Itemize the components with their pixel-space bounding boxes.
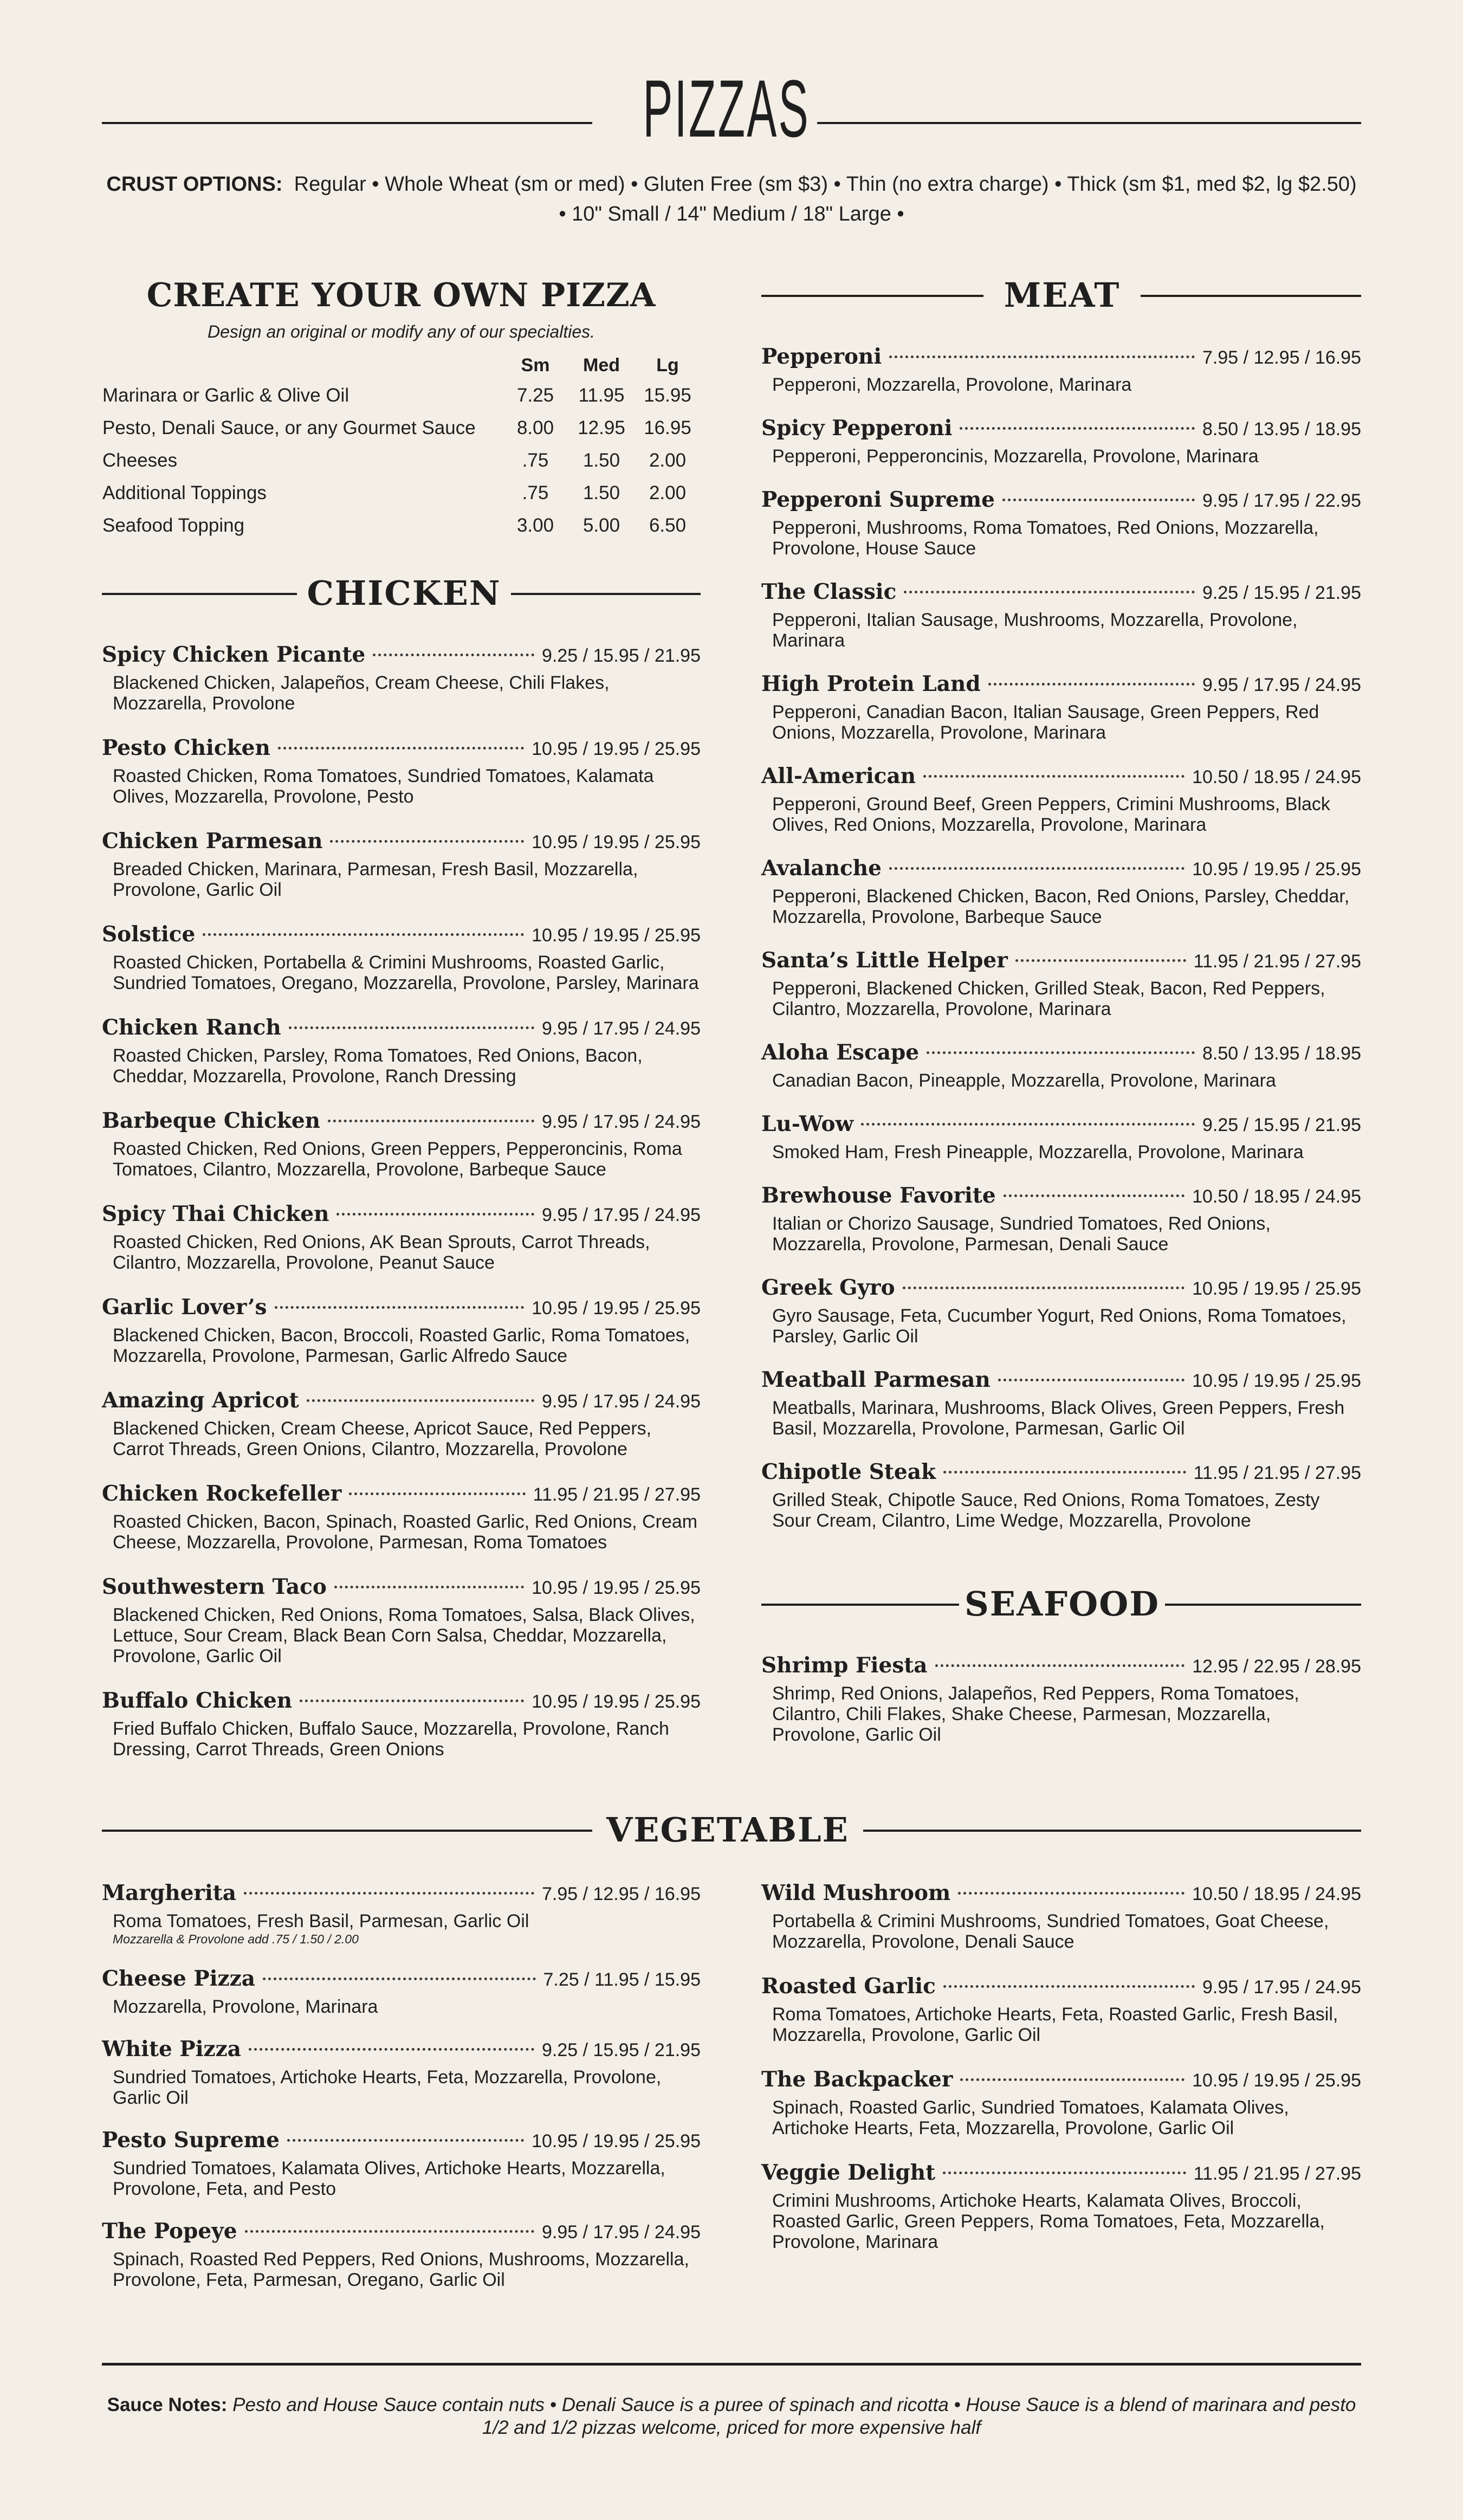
menu-item-name: Pepperoni Supreme [761, 487, 995, 512]
menu-item-description: Blackened Chicken, Cream Cheese, Apricot Sauce, Red Peppers, Carrot Threads, Green Onions, Cilantro, Mozzarella, Provolone [113, 1418, 652, 1459]
menu-item-header [102, 735, 701, 766]
menu-item [102, 735, 701, 807]
menu-item-header [102, 1108, 701, 1139]
menu-item-name: Buffalo Chicken [102, 1688, 293, 1713]
cyo-row [102, 509, 701, 542]
menu-item [102, 1881, 701, 1947]
menu-item-header [102, 1015, 701, 1045]
cyo-col-lg: Lg [656, 354, 679, 376]
menu-item [761, 1112, 1361, 1162]
dot-leader [998, 1379, 1184, 1381]
menu-item-name: White Pizza [102, 2037, 242, 2062]
menu-item-header [761, 487, 1361, 518]
menu-item-description: Pepperoni, Mozzarella, Provolone, Marinara [772, 374, 1132, 395]
dot-leader [203, 933, 524, 936]
menu-item [761, 1367, 1361, 1439]
menu-item [102, 1481, 701, 1553]
meat-items [761, 344, 1361, 1552]
menu-item-header [761, 1881, 1361, 1911]
menu-item-name: Spicy Thai Chicken [102, 1201, 329, 1226]
menu-item-description: Italian or Chorizo Sausage, Sundried Tomatoes, Red Onions, Mozzarella, Provolone, Parmesan, Denali Sauce [772, 1213, 1271, 1255]
menu-item-description: Pepperoni, Canadian Bacon, Italian Sausage, Green Peppers, Red Onions, Mozzarella, Provolone, Marinara [772, 702, 1319, 743]
menu-item-description: Sundried Tomatoes, Artichoke Hearts, Feta, Mozzarella, Provolone, Garlic Oil [113, 2067, 662, 2108]
menu-item-description: Roasted Chicken, Parsley, Roma Tomatoes, Red Onions, Bacon, Cheddar, Mozzarella, Provolone, Ranch Dressing [113, 1045, 643, 1087]
dot-leader [307, 1399, 534, 1402]
menu-item-price: 7.25 / 11.95 / 15.95 [543, 1969, 701, 1990]
menu-item-name: Aloha Escape [761, 1040, 920, 1065]
dot-leader [1004, 1194, 1184, 1197]
menu-item-name: Meatball Parmesan [761, 1367, 991, 1392]
menu-item-name: Santa’s Little Helper [761, 948, 1008, 973]
cyo-row-sm: 8.00 [516, 417, 554, 438]
cyo-row-med: 12.95 [578, 417, 625, 438]
dot-leader [278, 747, 524, 749]
seafood-title: SEAFOOD [964, 1584, 1160, 1624]
dot-leader [943, 1471, 1186, 1474]
meat-rule-right [1141, 295, 1361, 297]
menu-item-description: Crimini Mushrooms, Artichoke Hearts, Kalamata Olives, Broccoli, Roasted Garlic, Green Peppers, Roma Tomatoes, Feta, Mozzarella, Provolone, Marinara [772, 2191, 1325, 2252]
menu-item-price: 12.95 / 22.95 / 28.95 [1192, 1656, 1361, 1677]
menu-item-description: Roasted Chicken, Red Onions, Green Peppers, Pepperoncinis, Roma Tomatoes, Cilantro, Mozzarella, Provolone, Barbeque Sauce [113, 1139, 682, 1180]
menu-item-name: Southwestern Taco [102, 1574, 327, 1599]
dot-leader [349, 1492, 525, 1495]
dot-leader [889, 356, 1195, 358]
menu-item-price: 8.50 / 13.95 / 18.95 [1202, 1043, 1361, 1064]
menu-item-price: 8.50 / 13.95 / 18.95 [1202, 419, 1361, 440]
menu-item-header [761, 1275, 1361, 1306]
menu-item-description: Pepperoni, Italian Sausage, Mushrooms, Mozzarella, Provolone, Marinara [772, 610, 1298, 651]
cyo-row [102, 444, 701, 477]
dot-leader [958, 1892, 1184, 1895]
menu-item-header [761, 1112, 1361, 1142]
menu-item-price: 9.25 / 15.95 / 21.95 [1202, 583, 1361, 603]
menu-item-name: The Classic [761, 579, 897, 604]
menu-item-price: 10.50 / 18.95 / 24.95 [1192, 1884, 1361, 1904]
menu-item-price: 10.95 / 19.95 / 25.95 [532, 832, 701, 852]
cyo-row-lg: 6.50 [649, 515, 687, 536]
menu-item-name: Wild Mushroom [761, 1881, 951, 1905]
menu-item-price: 11.95 / 21.95 / 27.95 [1193, 1463, 1361, 1483]
menu-item-name: Veggie Delight [761, 2160, 936, 2185]
menu-item-description: Pepperoni, Blackened Chicken, Bacon, Red Onions, Parsley, Cheddar, Mozzarella, Provolone, Barbeque Sauce [772, 886, 1350, 927]
footer-rule [102, 2363, 1361, 2366]
cyo-header-blank [102, 351, 502, 379]
dot-leader [861, 1123, 1195, 1126]
menu-item-price: 9.95 / 17.95 / 24.95 [1202, 675, 1361, 695]
cyo-row-sm: 7.25 [516, 385, 554, 406]
crust-options-text: Regular • Whole Wheat (sm or med) • Gluten Free (sm $3) • Thin (no extra charge) • Thick (sm $1, med $2, lg $2.50) [294, 173, 1357, 196]
menu-item-header [761, 2067, 1361, 2097]
dot-leader [336, 1213, 534, 1216]
menu-item-name: Margherita [102, 1881, 237, 1905]
chicken-heading [102, 574, 701, 612]
menu-item-price: 10.50 / 18.95 / 24.95 [1192, 767, 1361, 787]
menu-item-name: Chicken Rockefeller [102, 1481, 342, 1506]
menu-item [761, 948, 1361, 1019]
cyo-row-med: 1.50 [582, 482, 620, 503]
menu-item-header [761, 1367, 1361, 1398]
cyo-row [102, 412, 701, 444]
menu-item-name: Chipotle Steak [761, 1459, 936, 1484]
menu-item [761, 1040, 1361, 1091]
menu-item-price: 10.95 / 19.95 / 25.95 [532, 1298, 701, 1319]
chicken-rule-right [511, 593, 701, 595]
seafood-heading [761, 1585, 1361, 1623]
dot-leader [330, 840, 524, 843]
vegetable-left-items [102, 1881, 701, 2310]
menu-item-header [102, 1201, 701, 1232]
menu-item-description: Fried Buffalo Chicken, Buffalo Sauce, Mozzarella, Provolone, Ranch Dressing, Carrot Threads, Green Onions [113, 1718, 669, 1760]
menu-item-price: 10.95 / 19.95 / 25.95 [532, 1691, 701, 1712]
menu-item-description: Meatballs, Marinara, Mushrooms, Black Olives, Green Peppers, Fresh Basil, Mozzarella, Provolone, Parmesan, Garlic Oil [772, 1398, 1345, 1439]
menu-item-header [102, 922, 701, 952]
cyo-row-name: Seafood Topping [102, 515, 245, 536]
half-half-note: 1/2 and 1/2 pizzas welcome, priced for more expensive half [482, 2417, 981, 2438]
menu-item-price: 10.95 / 19.95 / 25.95 [532, 2131, 701, 2151]
menu-item-name: Brewhouse Favorite [761, 1183, 996, 1208]
dot-leader [300, 1700, 524, 1702]
menu-item-description: Pepperoni, Ground Beef, Green Peppers, Crimini Mushrooms, Black Olives, Red Onions, Mozzarella, Provolone, Marinara [772, 794, 1330, 835]
menu-item-name: Pesto Supreme [102, 2128, 280, 2153]
menu-item [761, 764, 1361, 835]
dot-leader [923, 775, 1184, 778]
page-title: PIZZAS [643, 63, 810, 154]
cyo-row [102, 477, 701, 509]
menu-item-name: All-American [761, 764, 916, 789]
crust-options-label: CRUST OPTIONS: [106, 173, 283, 196]
menu-item-header [102, 1295, 701, 1325]
menu-item [761, 1275, 1361, 1347]
menu-item-price: 10.95 / 19.95 / 25.95 [1192, 1278, 1361, 1299]
cyo-col-med: Med [583, 354, 620, 376]
cyo-row-sm: 3.00 [516, 515, 554, 536]
menu-item-header [102, 2128, 701, 2158]
menu-item [102, 1966, 701, 2017]
menu-item-note: Mozzarella & Provolone add .75 / 1.50 / 2.00 [113, 1932, 359, 1946]
menu-item-header [761, 344, 1361, 374]
menu-item-description: Gyro Sausage, Feta, Cucumber Yogurt, Red Onions, Roma Tomatoes, Parsley, Garlic Oil [772, 1306, 1347, 1347]
menu-item [102, 642, 701, 714]
menu-item [102, 1574, 701, 1666]
menu-item-description: Breaded Chicken, Marinara, Parmesan, Fresh Basil, Mozzarella, Provolone, Garlic Oil [113, 859, 638, 900]
menu-item-price: 10.95 / 19.95 / 25.95 [532, 739, 701, 759]
menu-item-description: Smoked Ham, Fresh Pineapple, Mozzarella, Provolone, Marinara [772, 1142, 1304, 1162]
menu-item-header [102, 1574, 701, 1605]
chicken-items [102, 642, 701, 1781]
menu-item-price: 9.95 / 17.95 / 24.95 [1202, 1977, 1361, 1998]
menu-item-description: Sundried Tomatoes, Kalamata Olives, Artichoke Hearts, Mozzarella, Provolone, Feta, and Pesto [113, 2158, 665, 2199]
menu-item [102, 922, 701, 993]
menu-item-name: Avalanche [761, 856, 882, 881]
menu-item-name: Chicken Parmesan [102, 829, 323, 854]
menu-item-price: 9.95 / 17.95 / 24.95 [541, 2222, 701, 2243]
title-row [102, 63, 1361, 154]
menu-item-name: Amazing Apricot [102, 1388, 299, 1413]
cyo-row-med: 5.00 [582, 515, 620, 536]
dot-leader [903, 1287, 1184, 1289]
menu-item [102, 1108, 701, 1180]
menu-item-description: Roma Tomatoes, Fresh Basil, Parmesan, Garlic Oil [113, 1911, 529, 1931]
menu-item-name: Solstice [102, 922, 196, 947]
cyo-col-sm: Sm [521, 354, 550, 376]
menu-item-price: 10.95 / 19.95 / 25.95 [1192, 2070, 1361, 2091]
vegetable-rule-right [863, 1830, 1361, 1832]
menu-item-price: 11.95 / 21.95 / 27.95 [1193, 951, 1361, 972]
menu-item-description: Blackened Chicken, Red Onions, Roma Tomatoes, Salsa, Black Olives, Lettuce, Sour Cream, Black Bean Corn Salsa, Cheddar, Mozzarella, Provolone, Garlic Oil [113, 1605, 695, 1666]
menu-item-name: High Protein Land [761, 671, 981, 696]
sauce-notes-text: Pesto and House Sauce contain nuts • Denali Sauce is a puree of spinach and ricotta • House Sauce is a blend of marinara and pesto [232, 2394, 1356, 2415]
cyo-header-row [102, 351, 701, 379]
menu-item-name: Shrimp Fiesta [761, 1653, 928, 1678]
menu-item [761, 856, 1361, 927]
dot-leader [1002, 499, 1195, 501]
menu-item-price: 10.50 / 18.95 / 24.95 [1192, 1186, 1361, 1207]
menu-item-price: 9.95 / 17.95 / 22.95 [1202, 490, 1361, 511]
dot-leader [943, 1985, 1195, 1988]
menu-item-header [761, 1459, 1361, 1490]
cyo-row-med: 11.95 [578, 385, 625, 406]
dot-leader [988, 683, 1195, 686]
cyo-row-name: Additional Toppings [102, 482, 267, 503]
dot-leader [960, 427, 1195, 430]
menu-item-header [761, 416, 1361, 446]
menu-item-price: 10.95 / 19.95 / 25.95 [532, 1578, 701, 1598]
menu-item-header [102, 1481, 701, 1511]
cyo-row-med: 1.50 [582, 450, 620, 471]
menu-item-description: Pepperoni, Blackened Chicken, Grilled Steak, Bacon, Red Peppers, Cilantro, Mozzarella, Provolone, Marinara [772, 978, 1325, 1019]
cyo-row-sm: .75 [522, 482, 549, 503]
sauce-notes [102, 2394, 1361, 2416]
menu-item-price: 9.25 / 15.95 / 21.95 [1202, 1115, 1361, 1135]
menu-item-price: 10.95 / 19.95 / 25.95 [1192, 859, 1361, 880]
menu-item [102, 2219, 701, 2290]
cyo-row [102, 379, 701, 412]
menu-item [761, 2067, 1361, 2138]
menu-item-price: 9.25 / 15.95 / 21.95 [541, 645, 701, 666]
menu-item-header [761, 1183, 1361, 1213]
menu-item-description: Roasted Chicken, Bacon, Spinach, Roasted Garlic, Red Onions, Cream Cheese, Mozzarella, Provolone, Parmesan, Roma Tomatoes [113, 1511, 698, 1553]
menu-item-header [761, 764, 1361, 794]
menu-item-name: Spicy Chicken Picante [102, 642, 366, 667]
seafood-items [761, 1653, 1361, 1766]
menu-item-price: 11.95 / 21.95 / 27.95 [1193, 2163, 1361, 2184]
dot-leader [289, 1026, 534, 1029]
menu-item-header [102, 1881, 701, 1911]
menu-item [761, 1974, 1361, 2045]
menu-item-description: Canadian Bacon, Pineapple, Mozzarella, Provolone, Marinara [772, 1070, 1276, 1091]
menu-item-name: Greek Gyro [761, 1275, 895, 1300]
menu-item-description: Pepperoni, Mushrooms, Roma Tomatoes, Red Onions, Mozzarella, Provolone, House Sauce [772, 518, 1319, 559]
menu-item-header [761, 948, 1361, 978]
menu-item-name: The Backpacker [761, 2067, 953, 2092]
dot-leader [245, 2230, 534, 2233]
dot-leader [960, 2078, 1184, 2081]
menu-item-description: Spinach, Roasted Red Peppers, Red Onions, Mushrooms, Mozzarella, Provolone, Feta, Parmesan, Oregano, Garlic Oil [113, 2249, 689, 2290]
dot-leader [244, 1892, 534, 1895]
meat-title: MEAT [1004, 275, 1121, 315]
menu-item [761, 671, 1361, 743]
dot-leader [334, 1586, 524, 1588]
menu-item-price: 9.95 / 17.95 / 24.95 [541, 1112, 701, 1132]
cyo-row-lg: 16.95 [644, 417, 691, 438]
menu-item-price: 7.95 / 12.95 / 16.95 [1202, 347, 1361, 368]
menu-item-name: Pesto Chicken [102, 735, 270, 760]
menu-item-header [761, 1653, 1361, 1683]
menu-item [761, 416, 1361, 467]
menu-item-description: Portabella & Crimini Mushrooms, Sundried Tomatoes, Goat Cheese, Mozzarella, Provolone, Denali Sauce [772, 1911, 1329, 1952]
menu-item [102, 1295, 701, 1366]
cyo-row-lg: 15.95 [644, 385, 691, 406]
menu-item-price: 11.95 / 21.95 / 27.95 [533, 1484, 701, 1505]
menu-item-header [761, 856, 1361, 886]
menu-item [102, 829, 701, 900]
chicken-rule-left [102, 593, 297, 595]
menu-item-name: Garlic Lover’s [102, 1295, 267, 1320]
menu-item-header [761, 1974, 1361, 2004]
cyo-row-sm: .75 [522, 450, 549, 471]
menu-item-header [761, 2160, 1361, 2191]
menu-item-name: Barbeque Chicken [102, 1108, 321, 1133]
menu-item-description: Grilled Steak, Chipotle Sauce, Red Onions, Roma Tomatoes, Zesty Sour Cream, Cilantro, Lime Wedge, Mozzarella, Provolone [772, 1490, 1320, 1531]
seafood-rule-left [761, 1604, 959, 1606]
menu-item-description: Blackened Chicken, Bacon, Broccoli, Roasted Garlic, Roma Tomatoes, Mozzarella, Provolone, Parmesan, Garlic Alfredo Sauce [113, 1325, 690, 1366]
cyo-row-lg: 2.00 [649, 450, 687, 471]
size-options: • 10" Small / 14" Medium / 18" Large • [559, 203, 904, 225]
menu-item-description: Roasted Chicken, Portabella & Crimini Mushrooms, Roasted Garlic, Sundried Tomatoes, Oregano, Mozzarella, Provolone, Parsley, Marinara [113, 952, 699, 993]
menu-item [761, 1459, 1361, 1531]
menu-item [761, 344, 1361, 395]
dot-leader [889, 867, 1184, 870]
menu-item-name: Chicken Ranch [102, 1015, 281, 1040]
menu-item-description: Spinach, Roasted Garlic, Sundried Tomatoes, Kalamata Olives, Artichoke Hearts, Feta, Mozzarella, Provolone, Garlic Oil [772, 2097, 1289, 2138]
menu-item [102, 1388, 701, 1459]
menu-item-description: Mozzarella, Provolone, Marinara [113, 1996, 378, 2017]
dot-leader [927, 1051, 1195, 1054]
dot-leader [263, 1978, 535, 1980]
vegetable-rule-left [102, 1830, 592, 1832]
menu-item-header [102, 1688, 701, 1718]
dot-leader [328, 1120, 534, 1122]
meat-rule-left [761, 295, 983, 297]
menu-item-header [102, 2219, 701, 2249]
menu-item-header [102, 1388, 701, 1418]
cyo-subtitle: Design an original or modify any of our specialties. [207, 322, 595, 341]
dot-leader [904, 591, 1195, 593]
menu-item-description: Roasted Chicken, Red Onions, AK Bean Sprouts, Carrot Threads, Cilantro, Mozzarella, Provolone, Peanut Sauce [113, 1232, 650, 1273]
menu-item-header [102, 2037, 701, 2067]
title-rule-right [817, 122, 1361, 124]
cyo-row-name: Cheeses [102, 450, 178, 471]
menu-item [761, 1881, 1361, 1952]
menu-item-name: Roasted Garlic [761, 1974, 936, 1999]
menu-item-description: Pepperoni, Pepperoncinis, Mozzarella, Provolone, Marinara [772, 446, 1259, 467]
vegetable-title: VEGETABLE [606, 1810, 849, 1850]
dot-leader [373, 654, 534, 656]
vegetable-right-items [761, 1881, 1361, 2274]
dot-leader [943, 2172, 1186, 2174]
menu-item-price: 10.95 / 19.95 / 25.95 [532, 925, 701, 946]
menu-item [761, 1653, 1361, 1745]
menu-item-header [102, 829, 701, 859]
crust-options [102, 170, 1361, 198]
menu-item-description: Blackened Chicken, Jalapeños, Cream Cheese, Chili Flakes, Mozzarella, Provolone [113, 673, 610, 714]
sauce-notes-label: Sauce Notes: [107, 2394, 228, 2415]
menu-item-description: Roasted Chicken, Roma Tomatoes, Sundried Tomatoes, Kalamata Olives, Mozzarella, Provolone, Pesto [113, 766, 654, 807]
menu-item-header [761, 579, 1361, 610]
menu-item-name: The Popeye [102, 2219, 237, 2244]
menu-item-price: 9.25 / 15.95 / 21.95 [541, 2040, 701, 2060]
menu-item [761, 2160, 1361, 2252]
cyo-row-name: Marinara or Garlic & Olive Oil [102, 385, 349, 406]
dot-leader [935, 1664, 1185, 1667]
chicken-title: CHICKEN [307, 573, 501, 613]
meat-heading [761, 276, 1361, 314]
menu-item-header [102, 642, 701, 673]
dot-leader [1015, 959, 1186, 962]
menu-item [761, 1183, 1361, 1255]
menu-item-description: Roma Tomatoes, Artichoke Hearts, Feta, Roasted Garlic, Fresh Basil, Mozzarella, Provolone, Garlic Oil [772, 2004, 1338, 2045]
menu-item-header [761, 1040, 1361, 1070]
menu-item [102, 1688, 701, 1760]
title-rule-left [102, 122, 592, 124]
menu-item-header [761, 671, 1361, 702]
vegetable-heading [102, 1811, 1361, 1849]
cyo-title: CREATE YOUR OWN PIZZA [146, 276, 656, 314]
menu-item-price: 10.95 / 19.95 / 25.95 [1192, 1371, 1361, 1391]
dot-leader [275, 1306, 525, 1309]
menu-item [761, 579, 1361, 651]
menu-item-name: Pepperoni [761, 344, 882, 369]
cyo-row-name: Pesto, Denali Sauce, or any Gourmet Sauce [102, 417, 476, 438]
menu-item-name: Cheese Pizza [102, 1966, 256, 1991]
cyo-price-table [102, 351, 701, 542]
menu-item [761, 487, 1361, 559]
menu-item-description: Shrimp, Red Onions, Jalapeños, Red Peppers, Roma Tomatoes, Cilantro, Chili Flakes, Shake Cheese, Parmesan, Mozzarella, Provolone, Garlic Oil [772, 1683, 1299, 1745]
menu-item-price: 9.95 / 17.95 / 24.95 [541, 1018, 701, 1039]
cyo-row-lg: 2.00 [649, 482, 687, 503]
menu-item-header [102, 1966, 701, 1996]
dot-leader [249, 2048, 534, 2051]
menu-item [102, 2128, 701, 2199]
menu-item-price: 7.95 / 12.95 / 16.95 [541, 1884, 701, 1904]
menu-item-price: 9.95 / 17.95 / 24.95 [541, 1391, 701, 1412]
menu-item-price: 9.95 / 17.95 / 24.95 [541, 1205, 701, 1225]
dot-leader [287, 2139, 524, 2142]
menu-item-name: Lu-Wow [761, 1112, 854, 1136]
seafood-rule-right [1165, 1604, 1361, 1606]
menu-item [102, 1015, 701, 1087]
menu-item [102, 1201, 701, 1273]
menu-item [102, 2037, 701, 2108]
menu-item-name: Spicy Pepperoni [761, 416, 953, 441]
